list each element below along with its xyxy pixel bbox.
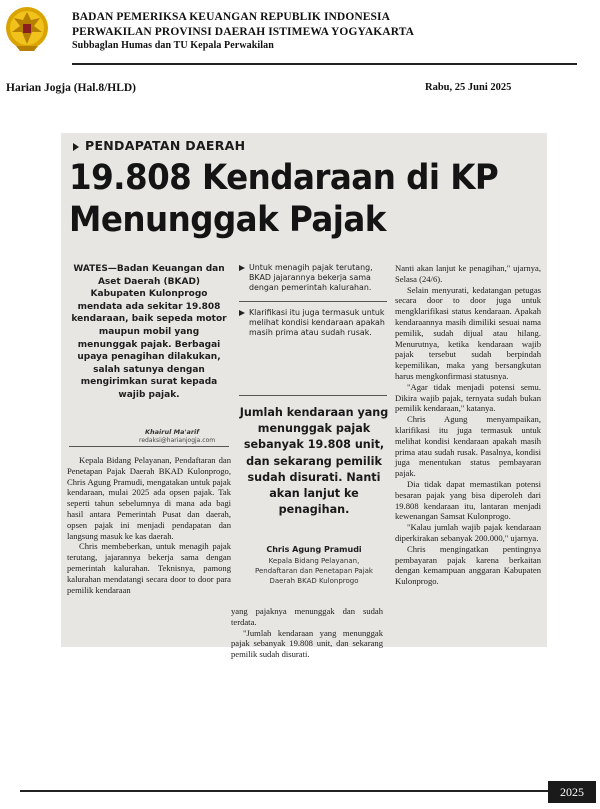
- body-column-2: [231, 606, 383, 660]
- paragraph: Dia tidak dapat memastikan potensi besaran pajak yang bisa diperoleh dari 19.808 kendaraan itu, lantaran menjadi kewenangan Samsat Kulonprogo.: [395, 478, 541, 522]
- garuda-emblem-icon: [4, 4, 50, 54]
- highlight-item: [239, 308, 389, 338]
- highlight-text: Klarifikasi itu juga termasuk untuk melihat kondisi kendaraan apakah masih prima atau sudah rusak.: [249, 308, 385, 337]
- paragraph: Nanti akan lanjut ke penagihan," ujarnya, Selasa (24/6).: [395, 263, 541, 284]
- source-label: Harian Jogja (Hal.8/HLD): [6, 82, 137, 94]
- institution-line-3: Subbaglan Humas dan TU Kepala Perwakilan: [72, 40, 274, 51]
- pull-quote-name: Chris Agung Pramudi: [266, 545, 362, 554]
- paragraph: Selain menyurati, kedatangan petugas secara door to door juga untuk mengklarifikasi status kendaraan. Apakah kendaraannya masih dimiliki sesuai nama pemilik, sudah dijual atau hilang. Menurutnya, ketika kendaraan wajib pajak tersebut sudah berpindah kepemilikan, maka yang bersangkutan harus mengkonfirmasi statusnya.: [395, 284, 541, 381]
- role-line: Pendaftaran dan Penetapan Pajak: [255, 567, 373, 575]
- highlights: [239, 263, 389, 346]
- paragraph: Kepala Bidang Pelayanan, Pendaftaran dan Penetapan Pajak Daerah BKAD Kulonprogo, Chris Agung Pramudi, mengatakan untuk pajak kendaraan, mulai 2025 ada opsen pajak. Tak seperti tahun sebelumnya di mana ada bagi hasil antara Pemerintah Pusat dan daerah, opsen pajak ini menjadi pendapatan dan langsung masuk ke kas daerah.: [67, 455, 231, 541]
- triangle-icon: [239, 310, 245, 316]
- pullquote-divider: [239, 395, 387, 396]
- paragraph: "Jumlah kendaraan yang menunggak pajak sebanyak 19.808 unit, dan sekarang pemilik sudah disurati.: [231, 627, 383, 660]
- paragraph: Chris mengingatkan pentingnya pembayaran pajak karena berkaitan dengan kemampuan anggaran Kabupaten Kulonprogo.: [395, 543, 541, 587]
- paragraph: yang pajaknya menunggak dan sudah terdata.: [231, 606, 383, 627]
- institution-line-1: BADAN PEMERIKSA KEUANGAN REPUBLIK INDONESIA: [72, 11, 391, 23]
- kicker: [73, 138, 245, 153]
- triangle-icon: [73, 143, 79, 151]
- body-column-1: [67, 455, 231, 595]
- lead-divider: [69, 446, 229, 447]
- highlight-text: Untuk menagih pajak terutang, BKAD jajarannya bekerja sama dengan pemerintah kalurahan.: [249, 263, 373, 292]
- paragraph: "Agar tidak menjadi potensi semu. Dikira wajib pajak, ternyata sudah bukan pemilik kendaraan," katanya.: [395, 381, 541, 414]
- author-email: redaksi@harianjogja.com: [139, 437, 216, 444]
- role-line: Kepala Bidang Pelayanan,: [268, 557, 360, 565]
- paragraph: Chris Agung menyampaikan, klarifikasi itu juga termasuk untuk melihat kondisi kendaraan apakah masih prima atau sudah rusak. Pasalnya, kondisi juga menentukan status pembayaran pajak.: [395, 414, 541, 479]
- headline-line-1: 19.808 Kendaraan di KP: [69, 158, 499, 198]
- footer-divider: [20, 790, 550, 792]
- year-badge: 2025: [548, 781, 596, 803]
- headline: [69, 157, 506, 241]
- role-line: Daerah BKAD Kulonprogo: [269, 577, 359, 585]
- author-name: Khairul Ma'arif: [145, 428, 200, 436]
- kicker-text: PENDAPATAN DAERAH: [85, 138, 246, 153]
- document-header: [0, 0, 600, 64]
- highlight-divider: [239, 301, 387, 302]
- article-lead: WATES—Badan Keuangan dan Aset Daerah (BKAD) Kabupaten Kulonprogo mendata ada sekitar 19.808 kendaraan, baik sepeda motor maupun mobil yang menunggak pajak. Berbagai upaya penagihan dilakukan, salah satunya dengan mengirimkan surat kepada wajib pajak.: [71, 264, 227, 400]
- paragraph: "Kalau jumlah wajib pajak kendaraan diperkirakan sebanyak 200.000," ujarnya.: [395, 522, 541, 543]
- newspaper-clipping: [61, 133, 547, 660]
- pull-quote-role: [238, 556, 390, 586]
- paragraph: Chris membeberkan, untuk menagih pajak terutang, jajarannya bekerja sama dengan pemerintah kalurahan. Teknisnya, pamong kalurahan mendatangi secara door to door para pemilik kendaraan: [67, 541, 231, 595]
- institution-name: [72, 10, 414, 54]
- highlight-item: [239, 263, 389, 293]
- headline-line-2: Menunggak Pajak: [69, 200, 386, 240]
- pull-quote: Jumlah kendaraan yang menunggak pajak sebanyak 19.808 unit, dan sekarang pemilik sudah disurati. Nanti akan lanjut ke penagihan.: [239, 406, 389, 517]
- institution-line-2: PERWAKILAN PROVINSI DAERAH ISTIMEWA YOGYAKARTA: [72, 25, 415, 38]
- body-column-3: [395, 263, 541, 587]
- triangle-icon: [239, 265, 245, 271]
- header-divider: [72, 63, 577, 65]
- date-label: Rabu, 25 Juni 2025: [425, 82, 512, 93]
